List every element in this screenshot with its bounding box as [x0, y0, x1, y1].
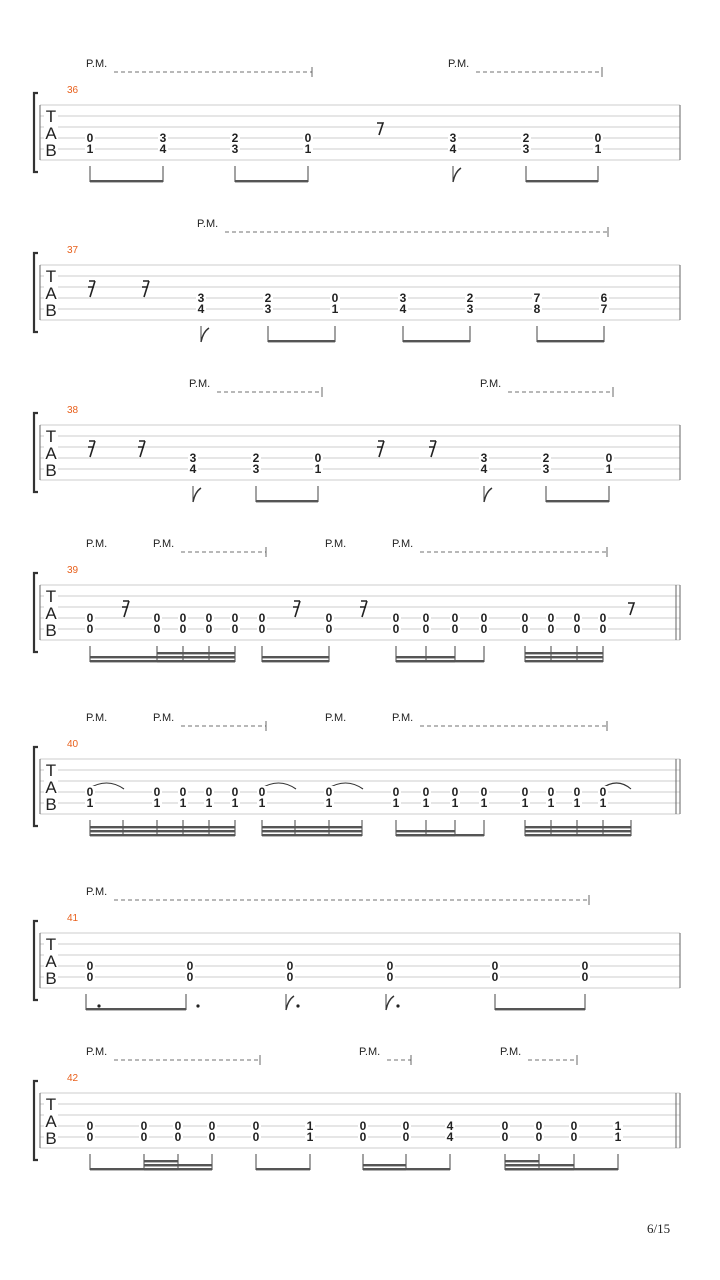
note-beam [396, 656, 455, 658]
note-beam [157, 652, 235, 654]
fret-number: 0 [86, 622, 94, 636]
note-beam [256, 1168, 310, 1170]
fret-number: 0 [186, 970, 194, 984]
fret-number: 0 [314, 451, 322, 465]
fret-number: 0 [231, 611, 239, 625]
fret-number: 3 [189, 451, 197, 465]
fret-number: 1 [205, 796, 213, 810]
fret-number: 0 [422, 622, 430, 636]
fret-number: 7 [600, 302, 608, 316]
tab-clef-letter: T [45, 427, 57, 446]
fret-number: 0 [286, 959, 294, 973]
palm-mute-label: P.M. [392, 712, 414, 724]
fret-number: 0 [480, 785, 488, 799]
rest-symbol [429, 441, 436, 457]
tab-clef-letter: A [45, 778, 57, 797]
fret-number: 1 [86, 796, 94, 810]
fret-number: 0 [521, 611, 529, 625]
note-beam [546, 500, 609, 502]
fret-number: 0 [325, 622, 333, 636]
page-number: 6/15 [647, 1221, 671, 1236]
fret-number: 0 [174, 1119, 182, 1133]
note-beam [144, 1164, 178, 1166]
note-beam [157, 660, 235, 662]
staff-system-42 [34, 1046, 680, 1170]
fret-number: 0 [153, 611, 161, 625]
staff-system-37 [34, 218, 680, 342]
fret-number: 0 [605, 451, 613, 465]
note-beam [90, 826, 235, 828]
rest-symbol [142, 281, 149, 297]
note-beam [505, 1160, 539, 1162]
fret-number: 0 [258, 622, 266, 636]
rest-symbol [88, 441, 95, 457]
note-beam [262, 826, 362, 828]
fret-number: 3 [466, 302, 474, 316]
fret-number: 0 [325, 785, 333, 799]
fret-number: 3 [197, 291, 205, 305]
fret-number: 1 [304, 142, 312, 156]
palm-mute-label: P.M. [86, 712, 108, 724]
tab-clef-letter: A [45, 1112, 57, 1131]
fret-number: 1 [599, 796, 607, 810]
note-beam [262, 830, 362, 832]
fret-number: 0 [186, 959, 194, 973]
fret-number: 1 [594, 142, 602, 156]
staff-system-41 [34, 886, 680, 1010]
fret-number: 2 [231, 131, 239, 145]
fret-number: 7 [533, 291, 541, 305]
fret-number: 0 [304, 131, 312, 145]
note-beam [525, 652, 603, 654]
palm-mute-label: P.M. [448, 58, 470, 70]
note-flag [386, 996, 394, 1010]
palm-mute-label: P.M. [480, 378, 502, 390]
fret-number: 1 [547, 796, 555, 810]
fret-number: 4 [399, 302, 407, 316]
tab-clef-letter: T [45, 1095, 57, 1114]
fret-number: 0 [386, 970, 394, 984]
fret-number: 0 [581, 970, 589, 984]
fret-number: 1 [392, 796, 400, 810]
fret-number: 1 [422, 796, 430, 810]
fret-number: 1 [179, 796, 187, 810]
palm-mute-label: P.M. [359, 1046, 381, 1058]
tab-clef-letter: A [45, 444, 57, 463]
tab-clef-letter: T [45, 761, 57, 780]
fret-number: 3 [264, 302, 272, 316]
rest-symbol [377, 441, 384, 457]
palm-mute-label: P.M. [197, 218, 219, 230]
fret-number: 0 [570, 1119, 578, 1133]
fret-number: 0 [392, 785, 400, 799]
tab-clef-letter: T [45, 267, 57, 286]
system-bracket [34, 93, 38, 172]
note-beam [525, 826, 631, 828]
fret-number: 0 [231, 785, 239, 799]
note-beam [90, 834, 235, 836]
fret-number: 4 [197, 302, 205, 316]
fret-number: 0 [179, 622, 187, 636]
fret-number: 2 [252, 451, 260, 465]
fret-number: 3 [399, 291, 407, 305]
fret-number: 1 [605, 462, 613, 476]
fret-number: 0 [547, 622, 555, 636]
fret-number: 8 [533, 302, 541, 316]
note-beam [537, 340, 604, 342]
note-beam [363, 1164, 406, 1166]
fret-number: 0 [491, 959, 499, 973]
fret-number: 4 [446, 1130, 454, 1144]
rest-symbol [122, 601, 129, 617]
fret-number: 0 [402, 1119, 410, 1133]
dot-mark [396, 1004, 399, 1007]
system-bracket [34, 921, 38, 1000]
fret-number: 0 [422, 611, 430, 625]
fret-number: 0 [480, 611, 488, 625]
fret-number: 2 [264, 291, 272, 305]
fret-number: 4 [189, 462, 197, 476]
fret-number: 0 [422, 785, 430, 799]
measure-number: 41 [67, 913, 79, 924]
fret-number: 0 [86, 785, 94, 799]
measure-number: 42 [67, 1073, 79, 1084]
fret-number: 0 [331, 291, 339, 305]
rest-symbol [293, 601, 300, 617]
fret-number: 0 [599, 611, 607, 625]
palm-mute-label: P.M. [86, 538, 108, 550]
fret-number: 3 [449, 131, 457, 145]
tab-clef-letter: A [45, 952, 57, 971]
note-beam [396, 660, 455, 662]
fret-number: 0 [258, 785, 266, 799]
fret-number: 1 [573, 796, 581, 810]
palm-mute-label: P.M. [325, 538, 347, 550]
note-beam [262, 660, 329, 662]
fret-number: 0 [179, 611, 187, 625]
palm-mute-label: P.M. [325, 712, 347, 724]
palm-mute-label: P.M. [153, 538, 175, 550]
measure-number: 40 [67, 739, 79, 750]
fret-number: 0 [208, 1130, 216, 1144]
palm-mute-label: P.M. [86, 1046, 108, 1058]
fret-number: 0 [86, 1130, 94, 1144]
note-beam [505, 1168, 539, 1170]
note-beam [525, 834, 631, 836]
fret-number: 1 [306, 1130, 314, 1144]
dot-mark [97, 1004, 100, 1007]
fret-number: 0 [521, 622, 529, 636]
note-flag [484, 488, 492, 502]
fret-number: 0 [521, 785, 529, 799]
fret-number: 0 [174, 1130, 182, 1144]
note-beam [396, 830, 455, 832]
system-bracket [34, 413, 38, 492]
dot-mark [296, 1004, 299, 1007]
fret-number: 0 [140, 1119, 148, 1133]
fret-number: 4 [480, 462, 488, 476]
tab-clef-letter: B [45, 621, 57, 640]
system-bracket [34, 253, 38, 332]
fret-number: 1 [614, 1119, 622, 1133]
note-beam [363, 1168, 406, 1170]
tab-clef-letter: T [45, 587, 57, 606]
fret-number: 0 [153, 785, 161, 799]
rest-symbol [88, 281, 95, 297]
note-beam [505, 1164, 539, 1166]
fret-number: 0 [205, 611, 213, 625]
fret-number: 3 [542, 462, 550, 476]
fret-number: 1 [480, 796, 488, 810]
fret-number: 0 [535, 1119, 543, 1133]
tab-clef-letter: B [45, 795, 57, 814]
tab-clef-letter: A [45, 284, 57, 303]
fret-number: 0 [140, 1130, 148, 1144]
fret-number: 0 [573, 622, 581, 636]
rest-symbol [377, 123, 383, 135]
fret-number: 0 [86, 611, 94, 625]
fret-number: 0 [480, 622, 488, 636]
fret-number: 3 [252, 462, 260, 476]
fret-number: 1 [258, 796, 266, 810]
fret-number: 1 [153, 796, 161, 810]
fret-number: 0 [599, 622, 607, 636]
fret-number: 0 [570, 1130, 578, 1144]
fret-number: 1 [614, 1130, 622, 1144]
note-beam [157, 656, 235, 658]
tab-clef-letter: A [45, 124, 57, 143]
note-beam [144, 1160, 178, 1162]
rest-symbol [138, 441, 145, 457]
measure-number: 37 [67, 245, 79, 256]
fret-number: 0 [581, 959, 589, 973]
rest-symbol [360, 601, 367, 617]
rest-symbol [628, 603, 634, 615]
note-flag [193, 488, 201, 502]
fret-number: 0 [205, 785, 213, 799]
fret-number: 3 [522, 142, 530, 156]
fret-number: 0 [392, 611, 400, 625]
note-beam [90, 180, 163, 182]
tab-clef-letter: A [45, 604, 57, 623]
fret-number: 0 [208, 1119, 216, 1133]
note-beam [495, 1008, 585, 1010]
fret-number: 0 [392, 622, 400, 636]
fret-number: 0 [573, 785, 581, 799]
staff-system-38 [34, 378, 680, 502]
fret-number: 0 [547, 785, 555, 799]
fret-number: 2 [522, 131, 530, 145]
fret-number: 3 [159, 131, 167, 145]
fret-number: 0 [86, 959, 94, 973]
dot-mark [196, 1004, 199, 1007]
fret-number: 0 [535, 1130, 543, 1144]
fret-number: 0 [501, 1119, 509, 1133]
note-beam [235, 180, 308, 182]
note-flag [453, 168, 461, 182]
tab-clef-letter: B [45, 1129, 57, 1148]
fret-number: 2 [466, 291, 474, 305]
palm-mute-label: P.M. [189, 378, 211, 390]
measure-number: 38 [67, 405, 79, 416]
staff-system-40 [34, 712, 680, 836]
fret-number: 0 [501, 1130, 509, 1144]
measure-number: 36 [67, 85, 79, 96]
note-beam [90, 830, 235, 832]
fret-number: 1 [314, 462, 322, 476]
fret-number: 6 [600, 291, 608, 305]
fret-number: 0 [286, 970, 294, 984]
fret-number: 1 [331, 302, 339, 316]
note-beam [525, 656, 603, 658]
fret-number: 0 [179, 785, 187, 799]
fret-number: 0 [547, 611, 555, 625]
note-beam [526, 180, 598, 182]
fret-number: 3 [480, 451, 488, 465]
fret-number: 0 [252, 1119, 260, 1133]
note-beam [144, 1168, 178, 1170]
fret-number: 0 [86, 1119, 94, 1133]
fret-number: 0 [451, 611, 459, 625]
fret-number: 0 [252, 1130, 260, 1144]
tab-clef-letter: T [45, 935, 57, 954]
note-flag [286, 996, 294, 1010]
fret-number: 1 [231, 796, 239, 810]
tab-clef-letter: B [45, 969, 57, 988]
fret-number: 0 [205, 622, 213, 636]
fret-number: 0 [359, 1119, 367, 1133]
staff-system-39 [34, 538, 680, 662]
fret-number: 1 [451, 796, 459, 810]
palm-mute-label: P.M. [86, 886, 108, 898]
fret-number: 0 [573, 611, 581, 625]
fret-number: 0 [491, 970, 499, 984]
fret-number: 0 [325, 611, 333, 625]
staff-system-36 [34, 58, 680, 182]
note-beam [256, 500, 318, 502]
fret-number: 1 [325, 796, 333, 810]
fret-number: 0 [359, 1130, 367, 1144]
fret-number: 4 [449, 142, 457, 156]
fret-number: 0 [86, 131, 94, 145]
note-beam [525, 830, 631, 832]
palm-mute-label: P.M. [153, 712, 175, 724]
system-bracket [34, 747, 38, 826]
tab-clef-letter: B [45, 461, 57, 480]
fret-number: 1 [521, 796, 529, 810]
fret-number: 0 [231, 622, 239, 636]
note-beam [396, 834, 455, 836]
note-beam [268, 340, 335, 342]
fret-number: 0 [153, 622, 161, 636]
tab-clef-letter: B [45, 141, 57, 160]
fret-number: 1 [86, 142, 94, 156]
fret-number: 1 [306, 1119, 314, 1133]
tab-clef-letter: B [45, 301, 57, 320]
fret-number: 0 [594, 131, 602, 145]
system-bracket [34, 1081, 38, 1160]
fret-number: 4 [446, 1119, 454, 1133]
fret-number: 0 [258, 611, 266, 625]
fret-number: 0 [599, 785, 607, 799]
fret-number: 2 [542, 451, 550, 465]
note-beam [403, 340, 470, 342]
fret-number: 3 [231, 142, 239, 156]
note-beam [262, 834, 362, 836]
tab-clef-letter: T [45, 107, 57, 126]
system-bracket [34, 573, 38, 652]
fret-number: 0 [451, 785, 459, 799]
measure-number: 39 [67, 565, 79, 576]
fret-number: 0 [451, 622, 459, 636]
fret-number: 0 [86, 970, 94, 984]
note-flag [201, 328, 209, 342]
palm-mute-label: P.M. [86, 58, 108, 70]
note-beam [86, 1008, 186, 1010]
note-beam [525, 660, 603, 662]
fret-number: 0 [402, 1130, 410, 1144]
fret-number: 0 [386, 959, 394, 973]
note-beam [262, 656, 329, 658]
fret-number: 4 [159, 142, 167, 156]
palm-mute-label: P.M. [392, 538, 414, 550]
palm-mute-label: P.M. [500, 1046, 522, 1058]
